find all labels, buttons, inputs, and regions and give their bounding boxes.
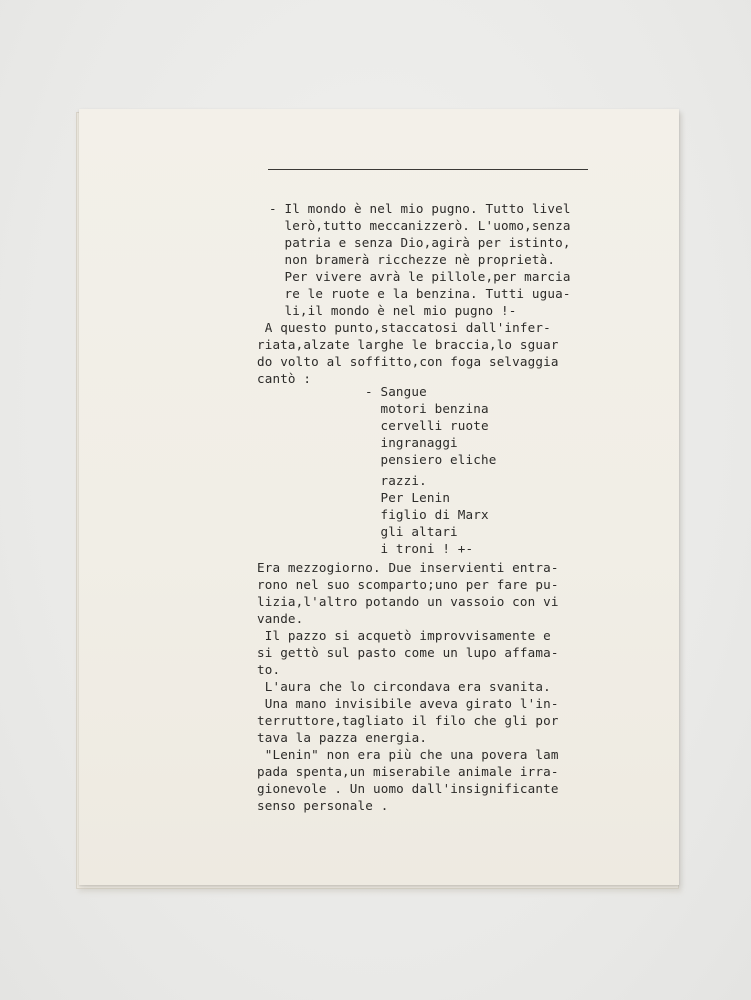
text-line: cantò :	[257, 371, 312, 386]
text-line: terruttore,tagliato il filo che gli por	[257, 713, 559, 728]
poem-line: motori benzina	[365, 401, 489, 416]
typewritten-page	[79, 109, 679, 885]
text-line: "Lenin" non era più che una povera lam	[257, 747, 559, 762]
text-line: A questo punto,staccatosi dall'infer-	[257, 320, 551, 335]
poem-line: i troni ! +-	[365, 541, 474, 556]
text-line: do volto al soffitto,con foga selvaggia	[257, 354, 559, 369]
text-line: Per vivere avrà le pillole,per marcia	[269, 269, 571, 284]
text-line: si gettò sul pasto come un lupo affama-	[257, 645, 559, 660]
poem-line: Per Lenin	[365, 490, 451, 505]
text-line: gionevole . Un uomo dall'insignificante	[257, 781, 559, 796]
poem-line: razzi.	[365, 473, 427, 488]
text-line: vande.	[257, 611, 304, 626]
text-line: L'aura che lo circondava era svanita.	[257, 679, 551, 694]
text-line: pada spenta,un miserabile animale irra-	[257, 764, 559, 779]
text-line: patria e senza Dio,agirà per istinto,	[269, 235, 571, 250]
text-line: to.	[257, 662, 281, 677]
text-line: lerò,tutto meccanizzerò. L'uomo,senza	[269, 218, 571, 233]
poem-line: cervelli ruote	[365, 418, 489, 433]
poem-line: gli altari	[365, 524, 458, 539]
text-line: Il pazzo si acquetò improvvisamente e	[257, 628, 551, 643]
poem-line: figlio di Marx	[365, 507, 489, 522]
text-line: Una mano invisibile aveva girato l'in-	[257, 696, 559, 711]
poem-line: - Sangue	[365, 384, 427, 399]
text-line: non bramerà ricchezze nè proprietà.	[269, 252, 556, 267]
poem-line: pensiero eliche	[365, 452, 497, 467]
text-line: li,il mondo è nel mio pugno !-	[269, 303, 517, 318]
poem-line: ingranaggi	[365, 435, 458, 450]
top-rule	[268, 169, 588, 170]
text-line: senso personale .	[257, 798, 389, 813]
text-line: Era mezzogiorno. Due inservienti entra-	[257, 560, 559, 575]
text-line: tava la pazza energia.	[257, 730, 428, 745]
text-line: re le ruote e la benzina. Tutti ugua-	[269, 286, 571, 301]
text-line: lizia,l'altro potando un vassoio con vi	[257, 594, 559, 609]
text-line: - Il mondo è nel mio pugno. Tutto livel	[269, 201, 571, 216]
text-line: riata,alzate larghe le braccia,lo sguar	[257, 337, 559, 352]
typed-text	[79, 109, 679, 885]
text-line: rono nel suo scomparto;uno per fare pu-	[257, 577, 559, 592]
